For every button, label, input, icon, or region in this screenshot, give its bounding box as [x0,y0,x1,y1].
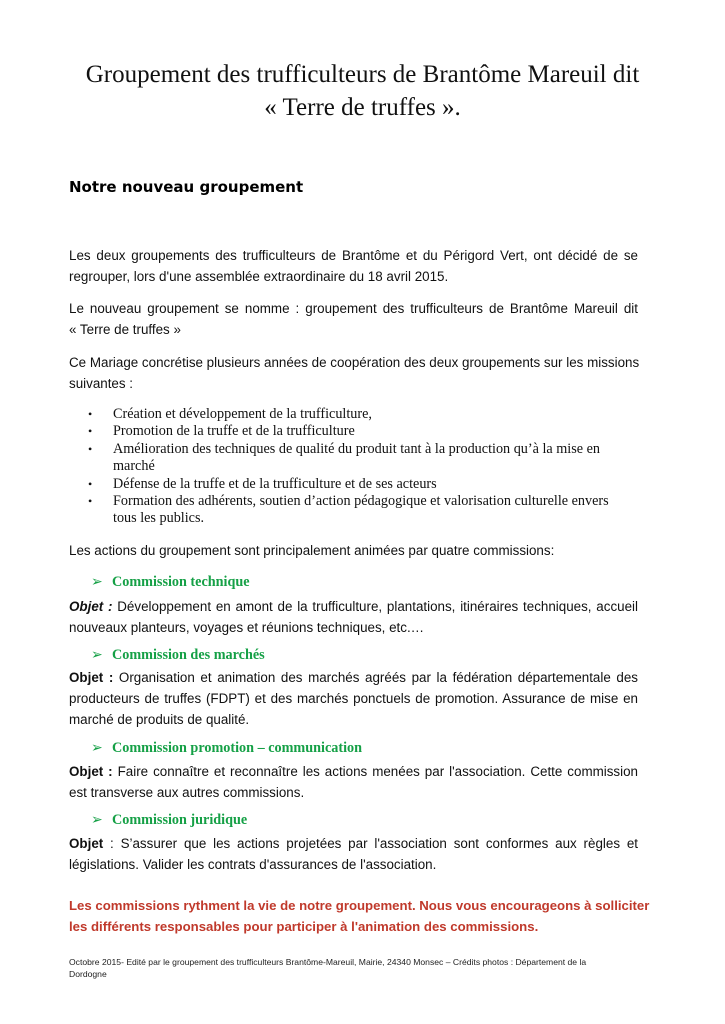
object-label: Objet [69,836,104,851]
arrow-bullet-icon: ➢ [91,647,103,663]
bullet-icon: • [88,424,93,439]
text-line [69,596,638,617]
title-line-1: Groupement des trufficulteurs de Brantôme Mareuil dit [85,61,640,88]
commission-description-juridique [69,833,638,875]
text-line: Les actions du groupement sont principalement animées par quatre commissions: [69,543,555,558]
commission-name: Commission promotion – communication [112,740,362,756]
list-item-text-continued: marché [113,458,155,475]
commission-heading-promotion [91,740,362,757]
arrow-bullet-icon: ➢ [91,740,103,756]
object-label: Objet : [69,599,113,614]
commission-heading-technique [91,574,250,591]
text-line: suivantes : [69,376,134,391]
text-line: « Terre de truffes » [69,322,181,337]
closing-statement [69,895,650,937]
commission-name: Commission des marchés [112,647,265,663]
object-text: Organisation et animation des marchés agréés par la fédération départementale des [113,670,638,685]
commission-description-marches [69,667,638,730]
text-line: est transverse aux autres commissions. [69,785,305,800]
bullet-icon: • [88,441,93,456]
list-item-text: Amélioration des techniques de qualité du produit tant à la production qu’à la mise en [113,440,600,457]
text-line: Les commissions rythment la vie de notre groupement. Nous vous encourageons à solliciter [69,898,650,913]
list-item [88,493,648,528]
list-item-text: Promotion de la truffe et de la trufficulture [113,423,355,440]
list-item-text: Création et développement de la trufficulture, [113,406,372,422]
list-item [88,441,648,476]
list-item [88,476,648,493]
section-heading: Notre nouveau groupement [69,178,304,196]
text-line: nouveaux planteurs, voyages et réunions techniques, etc.… [69,620,425,635]
text-line: les différents responsables pour participer à l'animation des commissions. [69,919,539,934]
bullet-icon: • [88,476,93,491]
commission-heading-marches [91,647,265,664]
arrow-bullet-icon: ➢ [91,812,103,828]
intro-paragraph-2 [69,298,638,340]
footer-line-2: Dordogne [69,969,107,979]
list-item [88,406,648,423]
list-item-text: Formation des adhérents, soutien d’action pédagogique et valorisation culturelle envers [113,493,609,510]
text-line [69,761,638,782]
commission-description-promotion [69,761,638,803]
text-line: Le nouveau groupement se nomme : groupement des trufficulteurs de Brantôme Mareuil dit [69,301,638,316]
text-line: marché de produits de qualité. [69,712,250,727]
actions-intro [69,540,638,561]
object-label: Objet : [69,670,114,685]
bullet-icon: • [88,407,93,421]
text-line [69,833,638,854]
text-line [69,667,638,688]
text-line: regrouper, lors d'une assemblée extraordinaire du 18 avril 2015. [69,269,449,284]
arrow-bullet-icon: ➢ [91,574,103,590]
bullet-icon: • [88,494,93,509]
object-text: Faire connaître et reconnaître les actions menées par l'association. Cette commission [112,764,638,779]
missions-list [88,406,648,528]
text-line: législations. Valider les contrats d'assurances de l'association. [69,857,437,872]
commission-name: Commission technique [112,574,250,590]
object-text: Développement en amont de la trufficulture, plantations, itinéraires techniques, accueil [112,599,638,614]
page-footer [69,956,649,980]
footer-line-1: Octobre 2015- Edité par le groupement des trufficulteurs Brantôme-Mareuil, Mairie, 24340 Monsec – Crédits photos : Département de la [69,957,587,967]
intro-paragraph-3 [69,352,638,394]
object-label: Objet : [69,764,113,779]
list-item-text: Défense de la truffe et de la trufficulture et de ses acteurs [113,475,437,492]
title-line-2: « Terre de truffes ». [264,94,461,121]
list-item-text-continued: tous les publics. [113,510,205,527]
list-item [88,423,648,440]
commission-description-technique [69,596,638,638]
text-line: Les deux groupements des trufficulteurs de Brantôme et du Périgord Vert, ont décidé de se [69,248,638,263]
intro-paragraph-1 [69,245,638,287]
text-line: Ce Mariage concrétise plusieurs années de coopération des deux groupements sur les missions [69,355,640,370]
object-text: : S’assurer que les actions projetées par l'association sont conformes aux règles et [103,836,638,851]
text-line: producteurs de truffes (FDPT) et des marchés ponctuels de promotion. Assurance de mise en [69,691,638,706]
commission-name: Commission juridique [112,812,248,828]
page-title [40,58,685,124]
commission-heading-juridique [91,812,247,829]
